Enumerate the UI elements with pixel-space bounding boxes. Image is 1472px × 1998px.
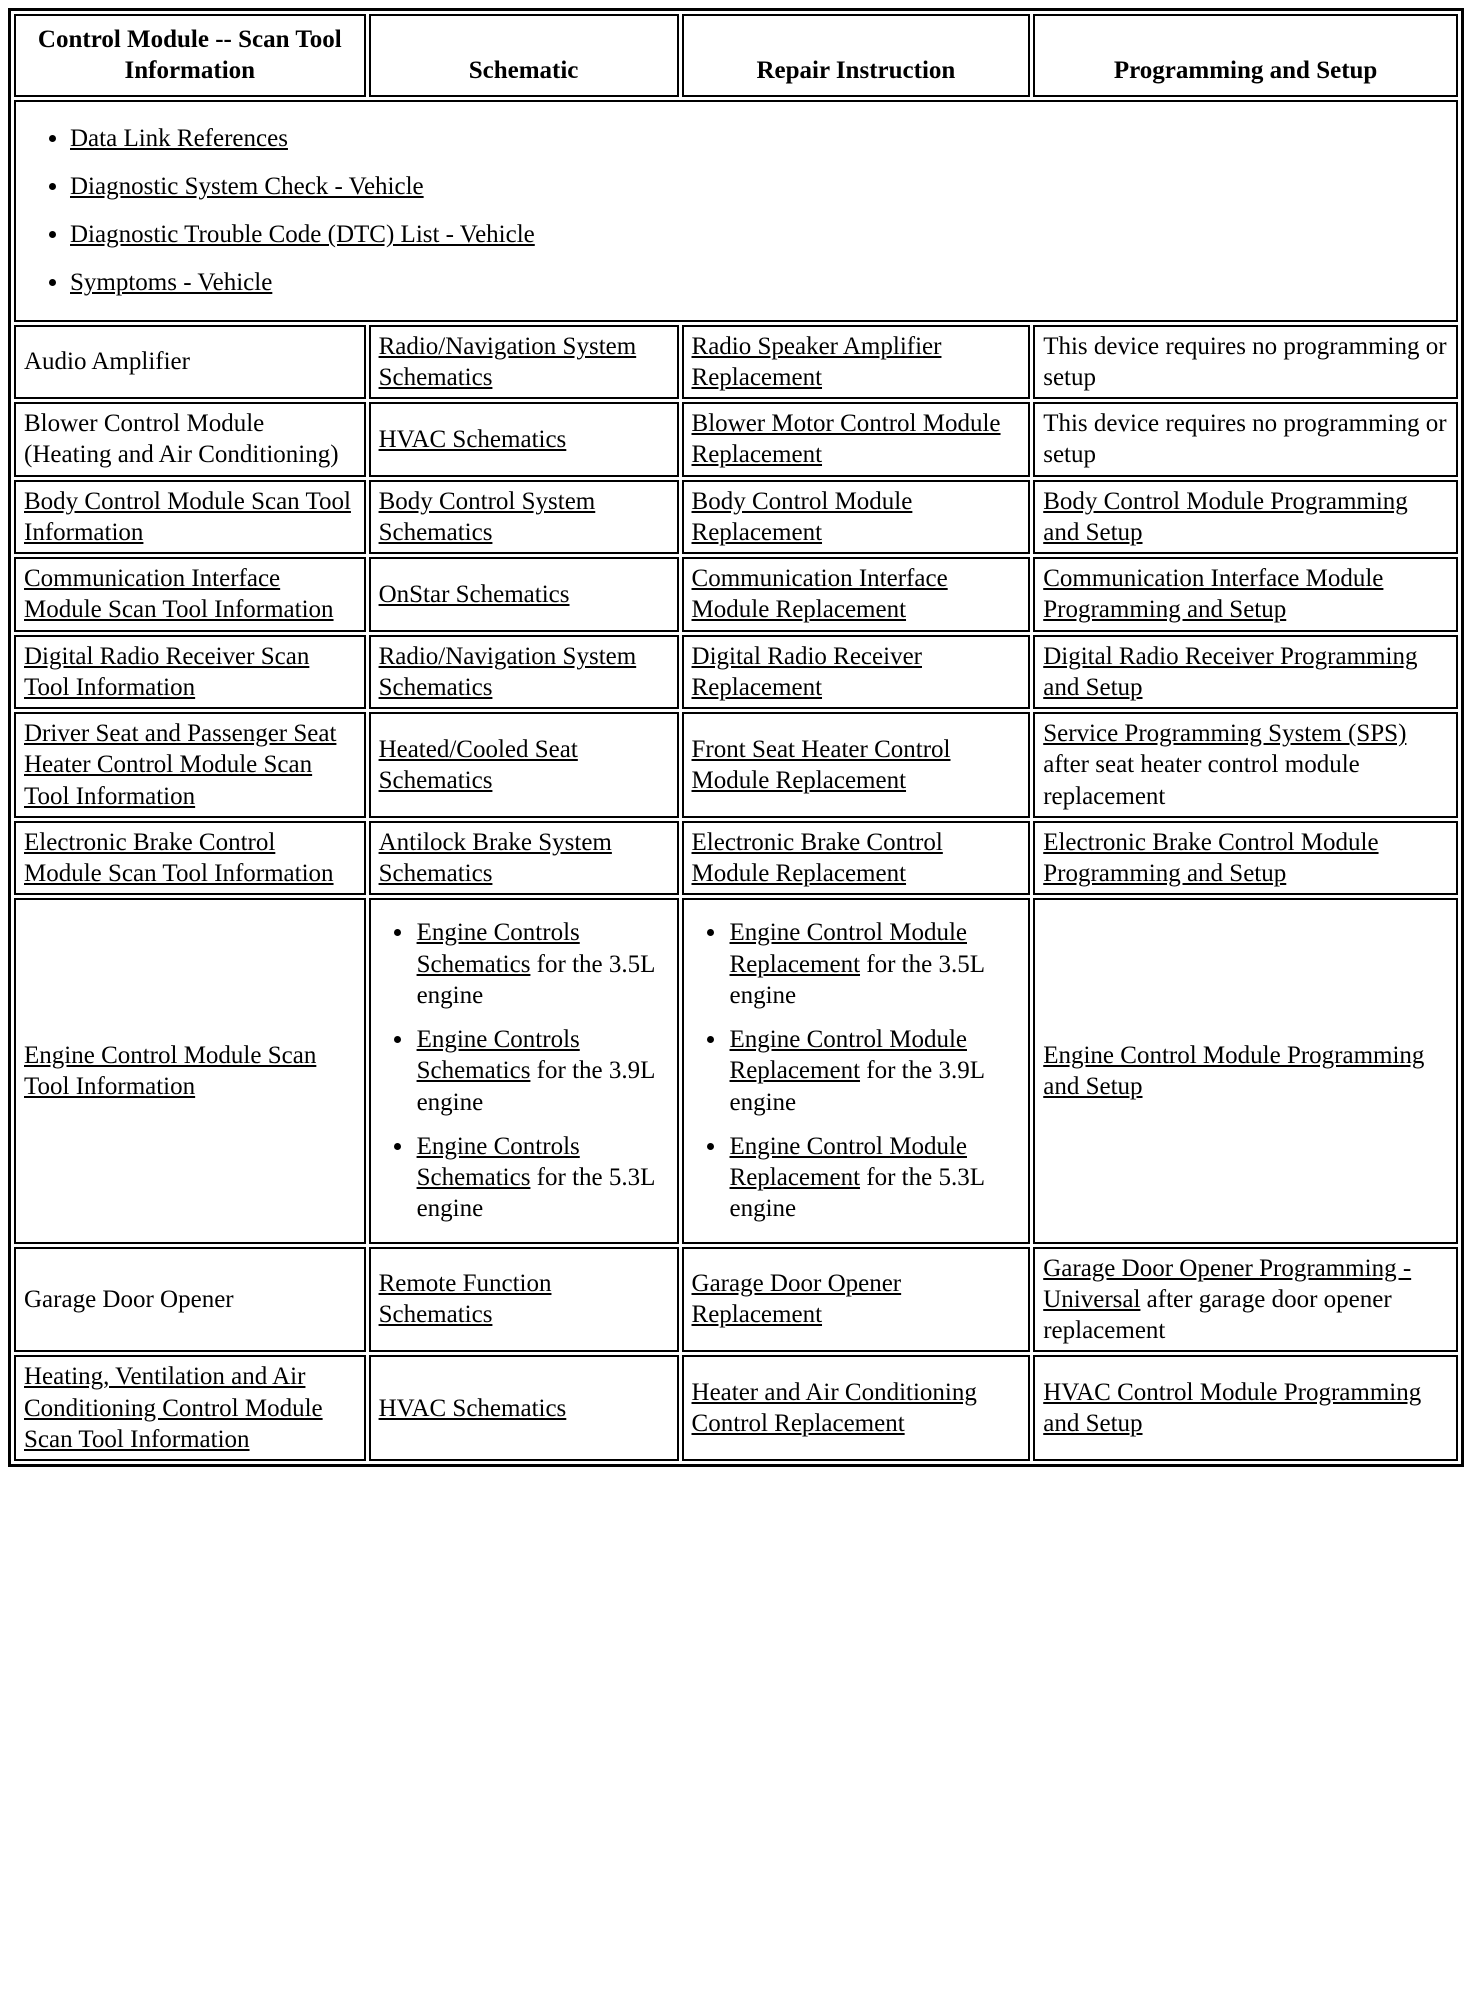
- doc-link[interactable]: Electronic Brake Control Module Replacement: [691, 828, 943, 887]
- cell-text: for the 3.5L engine: [416, 950, 655, 1009]
- cell-schematic: [369, 712, 679, 818]
- cell-repair: [682, 1247, 1031, 1353]
- cell-list-item: [728, 1024, 1021, 1118]
- doc-link[interactable]: Garage Door Opener Programming - Universal: [1043, 1254, 1412, 1313]
- control-module-table: [8, 8, 1464, 1467]
- cell-text: for the 3.9L engine: [416, 1057, 655, 1116]
- table-row: [14, 325, 1458, 400]
- table-row: [14, 402, 1458, 477]
- cell-programming: [1033, 712, 1458, 818]
- top-link[interactable]: Data Link References: [70, 124, 288, 152]
- cell-text: for the 5.3L engine: [729, 1164, 985, 1223]
- table-row: [14, 480, 1458, 555]
- doc-link[interactable]: HVAC Schematics: [378, 425, 567, 453]
- cell-repair: [682, 325, 1031, 400]
- cell-text: Audio Amplifier: [24, 348, 190, 376]
- doc-link[interactable]: Garage Door Opener Replacement: [691, 1270, 902, 1329]
- cell-text: for the 3.9L engine: [729, 1057, 985, 1116]
- table-row: [14, 821, 1458, 896]
- cell-text: This device requires no programming or setup: [1043, 332, 1447, 391]
- doc-link[interactable]: Engine Controls Schematics: [416, 1026, 580, 1085]
- cell-module: [14, 898, 366, 1243]
- top-links-list: [24, 123, 1448, 299]
- document-page: [8, 8, 1464, 1467]
- cell-schematic: [369, 325, 679, 400]
- doc-link[interactable]: Electronic Brake Control Module Programming and Setup: [1043, 828, 1379, 887]
- cell-module: [14, 402, 366, 477]
- doc-link[interactable]: Digital Radio Receiver Scan Tool Information: [24, 642, 310, 701]
- doc-link[interactable]: Communication Interface Module Scan Tool Information: [24, 565, 334, 624]
- cell-module: [14, 821, 366, 896]
- header-programming: Programming and Setup: [1033, 14, 1458, 97]
- cell-repair: [682, 402, 1031, 477]
- cell-text: after seat heater control module replacement: [1043, 751, 1360, 810]
- top-link-item: [70, 219, 1448, 250]
- cell-repair: [682, 712, 1031, 818]
- header-schematic: Schematic: [369, 14, 679, 97]
- cell-module: [14, 635, 366, 710]
- doc-link[interactable]: Radio Speaker Amplifier Replacement: [691, 332, 942, 391]
- cell-schematic: [369, 1355, 679, 1461]
- cell-text: This device requires no programming or setup: [1043, 410, 1447, 469]
- top-link[interactable]: Diagnostic Trouble Code (DTC) List - Vehicle: [70, 221, 535, 248]
- doc-link[interactable]: Engine Control Module Replacement: [729, 1026, 967, 1085]
- cell-list: [692, 917, 1021, 1224]
- top-link-item: [70, 171, 1448, 202]
- top-link-item: [70, 267, 1448, 298]
- doc-link[interactable]: Digital Radio Receiver Programming and Setup: [1043, 642, 1418, 701]
- cell-schematic: [369, 635, 679, 710]
- doc-link[interactable]: Front Seat Heater Control Module Replacement: [691, 735, 951, 794]
- cell-repair: [682, 898, 1031, 1243]
- table-row: [14, 1247, 1458, 1353]
- doc-link[interactable]: Engine Control Module Replacement: [729, 919, 967, 978]
- cell-schematic: [369, 1247, 679, 1353]
- cell-programming: [1033, 1355, 1458, 1461]
- header-repair: Repair Instruction: [682, 14, 1031, 97]
- cell-list-item: [415, 1131, 669, 1225]
- cell-programming: [1033, 898, 1458, 1243]
- cell-list-item: [728, 917, 1021, 1011]
- cell-repair: [682, 1355, 1031, 1461]
- cell-repair: [682, 480, 1031, 555]
- doc-link[interactable]: Body Control System Schematics: [378, 487, 596, 546]
- doc-link[interactable]: Engine Control Module Programming and Setup: [1043, 1041, 1425, 1100]
- doc-link[interactable]: HVAC Schematics: [378, 1394, 567, 1422]
- top-link-item: [70, 123, 1448, 154]
- top-links-row: [14, 100, 1458, 322]
- cell-schematic: [369, 402, 679, 477]
- cell-schematic: [369, 821, 679, 896]
- cell-module: [14, 325, 366, 400]
- header-row: [14, 14, 1458, 97]
- doc-link[interactable]: Heating, Ventilation and Air Conditioning Control Module Scan Tool Information: [24, 1363, 323, 1453]
- doc-link[interactable]: Driver Seat and Passenger Seat Heater Control Module Scan Tool Information: [24, 720, 337, 810]
- doc-link[interactable]: Remote Function Schematics: [378, 1270, 552, 1329]
- cell-module: [14, 480, 366, 555]
- cell-programming: [1033, 821, 1458, 896]
- doc-link[interactable]: OnStar Schematics: [378, 580, 570, 608]
- cell-list-item: [728, 1131, 1021, 1225]
- cell-schematic: [369, 898, 679, 1243]
- table-row: [14, 557, 1458, 632]
- cell-repair: [682, 557, 1031, 632]
- cell-text: for the 5.3L engine: [416, 1164, 655, 1223]
- doc-link[interactable]: Body Control Module Programming and Setup: [1043, 487, 1408, 546]
- doc-link[interactable]: Digital Radio Receiver Replacement: [691, 642, 922, 701]
- cell-schematic: [369, 480, 679, 555]
- doc-link[interactable]: Engine Control Module Scan Tool Information: [24, 1041, 317, 1100]
- top-link[interactable]: Symptoms - Vehicle: [70, 269, 273, 297]
- doc-link[interactable]: Blower Motor Control Module Replacement: [691, 410, 1001, 469]
- table-row: [14, 1355, 1458, 1461]
- cell-list-item: [415, 917, 669, 1011]
- doc-link[interactable]: Engine Controls Schematics: [416, 919, 580, 978]
- cell-module: [14, 712, 366, 818]
- table-row: [14, 898, 1458, 1243]
- top-links-cell: [14, 100, 1458, 322]
- cell-list-item: [415, 1024, 669, 1118]
- doc-link[interactable]: Radio/Navigation System Schematics: [378, 642, 637, 701]
- cell-text: Garage Door Opener: [24, 1285, 234, 1313]
- cell-repair: [682, 821, 1031, 896]
- cell-programming: [1033, 635, 1458, 710]
- table-row: [14, 635, 1458, 710]
- cell-list: [379, 917, 669, 1224]
- doc-link[interactable]: Electronic Brake Control Module Scan Tool Information: [24, 828, 334, 887]
- doc-link[interactable]: Engine Control Module Replacement: [729, 1132, 967, 1191]
- cell-module: [14, 1355, 366, 1461]
- cell-schematic: [369, 557, 679, 632]
- cell-module: [14, 1247, 366, 1353]
- cell-text: after garage door opener replacement: [1043, 1285, 1392, 1344]
- cell-repair: [682, 635, 1031, 710]
- doc-link[interactable]: Body Control Module Scan Tool Information: [24, 487, 351, 546]
- doc-link[interactable]: Radio/Navigation System Schematics: [378, 332, 637, 391]
- doc-link[interactable]: Antilock Brake System Schematics: [378, 828, 612, 887]
- cell-programming: [1033, 557, 1458, 632]
- cell-text: Blower Control Module (Heating and Air Conditioning): [24, 410, 339, 469]
- table-row: [14, 712, 1458, 818]
- doc-link[interactable]: Service Programming System (SPS): [1043, 720, 1407, 747]
- cell-text: for the 3.5L engine: [729, 950, 985, 1009]
- doc-link[interactable]: HVAC Control Module Programming and Setup: [1043, 1378, 1422, 1438]
- doc-link[interactable]: Communication Interface Module Replacement: [691, 565, 948, 624]
- cell-programming: [1033, 1247, 1458, 1353]
- doc-link[interactable]: Body Control Module Replacement: [691, 487, 913, 546]
- doc-link[interactable]: Heated/Cooled Seat Schematics: [378, 735, 578, 794]
- cell-programming: [1033, 402, 1458, 477]
- cell-programming: [1033, 325, 1458, 400]
- doc-link[interactable]: Engine Controls Schematics: [416, 1132, 580, 1191]
- top-link[interactable]: Diagnostic System Check - Vehicle: [70, 172, 424, 200]
- cell-module: [14, 557, 366, 632]
- doc-link[interactable]: Heater and Air Conditioning Control Replacement: [691, 1378, 977, 1438]
- cell-programming: [1033, 480, 1458, 555]
- header-module: Control Module -- Scan Tool Information: [14, 14, 366, 97]
- doc-link[interactable]: Communication Interface Module Programming and Setup: [1043, 565, 1384, 624]
